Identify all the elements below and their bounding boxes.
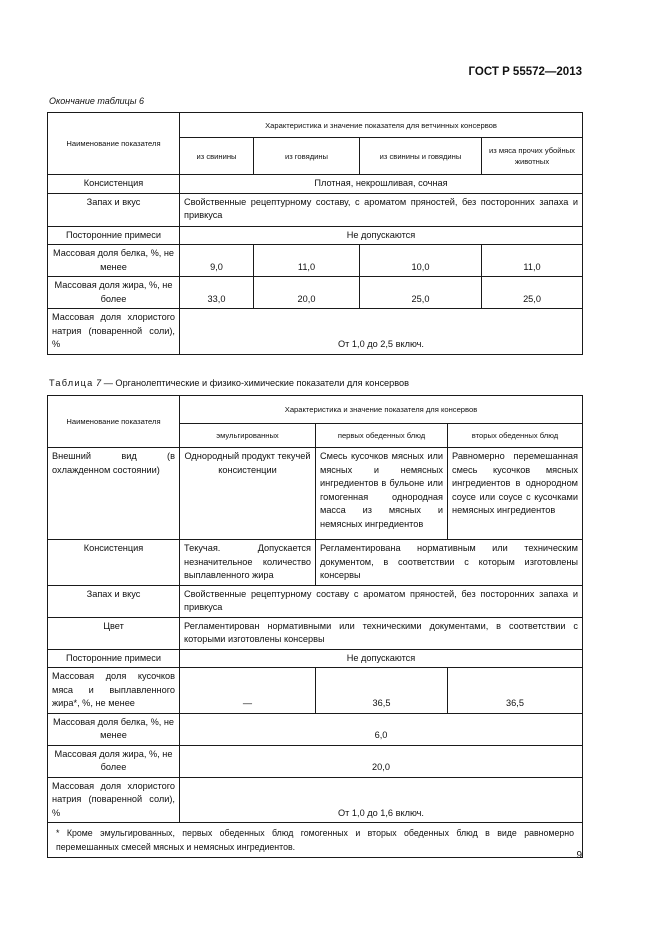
table7-cell: Текучая. Допускается незначительное количество выплавленного жира <box>180 540 316 586</box>
table6-cell: 10,0 <box>360 245 482 277</box>
table7-row-label: Массовая доля хлористого натрия (поваренной соли), % <box>48 777 180 823</box>
table6-col-other-meat: из мяса прочих убойных животных <box>482 138 583 175</box>
table6-row-label: Запах и вкус <box>48 193 180 226</box>
table7-cell: Свойственные рецептурному составу с ароматом пряностей, без посторонних запаха и привкуса <box>180 585 583 617</box>
table7-cell: От 1,0 до 1,6 включ. <box>180 777 583 823</box>
table7-cell: Не допускаются <box>180 649 583 668</box>
table7-caption <box>49 378 409 388</box>
table6-caption: Окончание таблицы 6 <box>49 96 144 106</box>
page-number: 9 <box>576 850 582 861</box>
table7-cell: Равномерно перемешанная смесь кусочков мясных ингредиентов в однородном соусе или соусе с кусочками немясных ингредиентов <box>448 448 583 540</box>
table6-col-pork-beef: из свинины и говядины <box>360 138 482 175</box>
table6-cell: 9,0 <box>180 245 254 277</box>
table6-row-label: Массовая доля жира, %, не более <box>48 277 180 309</box>
table7-row-label: Цвет <box>48 617 180 649</box>
table6-group-header: Характеристика и значение показателя для ветчинных консервов <box>180 113 583 138</box>
table6-cell: 25,0 <box>482 277 583 309</box>
table6-row-label: Массовая доля хлористого натрия (поваренной соли), % <box>48 309 180 355</box>
table-6 <box>47 112 583 355</box>
table6-cell: От 1,0 до 2,5 включ. <box>180 309 583 355</box>
table6-cell: 11,0 <box>482 245 583 277</box>
table7-col-first-course: первых обеденных блюд <box>316 424 448 448</box>
table6-col-beef: из говядины <box>254 138 360 175</box>
table6-row-label: Массовая доля белка, %, не менее <box>48 245 180 277</box>
table7-caption-text: — Органолептические и физико-химические показатели для консервов <box>103 378 410 388</box>
table6-cell: 11,0 <box>254 245 360 277</box>
table7-caption-label: Таблица <box>49 378 94 388</box>
table-7 <box>47 395 583 858</box>
table6-cell: 20,0 <box>254 277 360 309</box>
table7-group-header: Характеристика и значение показателя для консервов <box>180 396 583 424</box>
table7-row-label: Внешний вид (в охлажденном состоянии) <box>48 448 180 540</box>
table7-caption-number: 7 <box>96 378 102 388</box>
table6-col-param: Наименование показателя <box>48 113 180 175</box>
table7-cell: 36,5 <box>316 668 448 714</box>
table7-cell: 36,5 <box>448 668 583 714</box>
table7-row-label: Массовая доля кусочков мяса и выплавленного жира*, %, не менее <box>48 668 180 714</box>
table6-cell: Не допускаются <box>180 226 583 245</box>
table6-cell: 33,0 <box>180 277 254 309</box>
table6-cell: Плотная, некрошливая, сочная <box>180 175 583 194</box>
table7-cell: — <box>180 668 316 714</box>
table7-cell: Однородный продукт текучей консистенции <box>180 448 316 540</box>
table7-cell: Регламентирован нормативными или техническими документами, в соответствии с которыми изготовлены консервы <box>180 617 583 649</box>
table7-row-label: Запах и вкус <box>48 585 180 617</box>
table7-footnote: * Кроме эмульгированных, первых обеденных блюд гомогенных и вторых обеденных блюд в виде равномерно перемешанных смесей мясных и немясных ингредиентов. <box>48 823 583 858</box>
table6-row-label: Консистенция <box>48 175 180 194</box>
table7-row-label: Массовая доля жира, %, не более <box>48 745 180 777</box>
table7-cell: Смесь кусочков мясных или мясных и немясных ингредиентов в бульоне или гомогенная однородная масса из мясных и немясных ингредиентов <box>316 448 448 540</box>
table6-col-pork: из свинины <box>180 138 254 175</box>
table6-row-label: Посторонние примеси <box>48 226 180 245</box>
standard-number: ГОСТ Р 55572—2013 <box>468 66 582 78</box>
table6-cell: 25,0 <box>360 277 482 309</box>
table7-col-emulsified: эмульгированных <box>180 424 316 448</box>
table7-col-second-course: вторых обеденных блюд <box>448 424 583 448</box>
table7-cell: 6,0 <box>180 713 583 745</box>
table7-row-label: Консистенция <box>48 540 180 586</box>
table7-row-label: Посторонние примеси <box>48 649 180 668</box>
table6-cell: Свойственные рецептурному составу, с ароматом пряностей, без посторонних запаха и привкуса <box>180 193 583 226</box>
table7-row-label: Массовая доля белка, %, не менее <box>48 713 180 745</box>
table7-cell: 20,0 <box>180 745 583 777</box>
table7-cell: Регламентирована нормативным или техническим документом, в соответствии с которым изготовлены консервы <box>316 540 583 586</box>
table7-col-param: Наименование показателя <box>48 396 180 448</box>
